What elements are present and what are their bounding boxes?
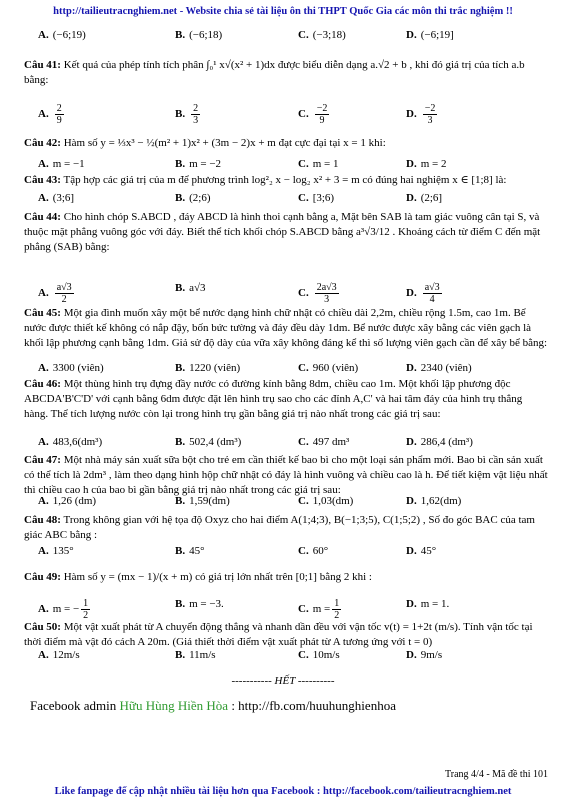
page-number: Trang 4/4 - Mã đề thi 101 — [445, 769, 548, 780]
question-44: Câu 44: Cho hình chóp S.ABCD , đáy ABCD là hình thoi cạnh bằng a, Mặt bên SAB là tam giác vuông cân tại S, và thuộc mặt phẳng vuông góc với đáy. Biết thể tích khối chóp S.ABCD bằng a³√3/12 . Khoảng cách từ điểm C đến mặt phẳng (SAB) bằng: — [24, 211, 541, 253]
header-link[interactable]: http://tailieutracnghiem.net - Website chia sẻ tài liệu ôn thi THPT Quốc Gia các môn thi trắc nghiệm !! — [53, 6, 513, 17]
q43-option-d[interactable]: D. (2;6] — [406, 192, 443, 204]
q50-option-b[interactable]: B. 11m/s — [175, 649, 216, 661]
question-45: Câu 45: Một gia đình muốn xây một bể nước dạng hình chữ nhật có chiều dài 2,2m, chiều rộng 1.5m, cao 1m. Bể nước được thiết kế không có nắp đậy, bốn bức tường và đáy đều dày 1dm. Bể nước được xây bằng các viên gạch là khối lập phương cạnh bằng 1dm. Giả sử độ dày của vữa xây không đáng kể thì số lượng viên gạch cần để xây bể bằng: — [24, 307, 548, 349]
q42-option-d[interactable]: D. m = 2 — [406, 158, 447, 170]
q42-answers — [38, 158, 548, 172]
q41-option-c[interactable]: C. $\frac{-2}{9}$ — [298, 103, 328, 126]
q44-answers — [38, 282, 548, 305]
question-48: Câu 48: Trong không gian với hệ tọa độ Oxyz cho hai điểm A(1;4;3), B(−1;3;5), C(1;5;2) , Số đo góc BAC của tam giác ABC bằng : — [24, 514, 535, 541]
q47-option-c[interactable]: C. 1,03(dm) — [298, 495, 354, 507]
question-46: Câu 46: Một thùng hình trụ đựng đầy nước có đường kính bằng 8dm, chiều cao 1m. Một khối lập phương độc ABCDA'B'C'D' với cạnh bằng 6dm được đặt lên hình trụ sao cho các đỉnh A,C' và hai tâm đáy của hình trụ thẳng hàng. Thể tích lượng nước còn lại trong hình trụ gần bằng giá trị nào nhất trong các giá trị sau: — [24, 378, 523, 420]
question-47: Câu 47: Một nhà máy sản xuất sữa bột cho trẻ em cần thiết kế bao bì cho một loại sản phẩm mới. Bao bì cần sản xuất có thể tích là 2dm³ , làm theo dạng hình hộp chữ nhật có đáy là hình vuông và chiều cao là h. Để tiết kiệm vật liệu nhất thì chiều cao h của bao bì gần bằng giá trị nào nhất trong các giá trị sau: — [24, 454, 548, 496]
admin-name: Hữu Hùng Hiền Hòa — [119, 698, 229, 713]
q46-option-d[interactable]: D. 286,4 (dm³) — [406, 436, 473, 448]
q50-option-d[interactable]: D. 9m/s — [406, 649, 443, 661]
q50-option-c[interactable]: C. 10m/s — [298, 649, 340, 661]
q44-option-d[interactable]: D. $\frac{a√3}{4}$ — [406, 282, 440, 305]
q45-option-b[interactable]: B. 1220 (viên) — [175, 362, 241, 374]
q42-option-b[interactable]: B. m = −2 — [175, 158, 222, 170]
q45-option-c[interactable]: C. 960 (viên) — [298, 362, 359, 374]
q48-option-a[interactable]: A. 135° — [38, 545, 74, 557]
admin-facebook-link[interactable]: : http://fb.com/huuhunghienhoa — [231, 698, 396, 713]
q49-option-a[interactable]: A. m = − $\frac{1}{2}$ — [38, 598, 89, 621]
q46-option-c[interactable]: C. 497 dm³ — [298, 436, 350, 448]
question-42: Câu 42: Hàm số y = ⅓x³ − ½(m² + 1)x² + (3m − 2)x + m đạt cực đại tại x = 1 khi: — [24, 137, 386, 149]
q40-option-b[interactable]: B. (−6;18) — [175, 29, 223, 41]
q43-option-b[interactable]: B. (2;6) — [175, 192, 211, 204]
q41-option-a[interactable]: A. $\frac{2}{9}$ — [38, 103, 62, 126]
q44-option-c[interactable]: C. $\frac{2a√3}{3}$ — [298, 282, 337, 305]
facebook-admin-line — [30, 698, 396, 714]
q46-option-a[interactable]: A. 483,6(dm³) — [38, 436, 103, 448]
question-50: Câu 50: Một vật xuất phát từ A chuyển động thẳng và nhanh dần đều với vận tốc v(t) = 1+2t (m/s). Tính vận tốc tại thời điểm mà vật đó cách A 20m. (Giả thiết thời điểm vật xuất phát từ A tương ứng với t = 0) — [24, 621, 533, 648]
question-43: Câu 43: Tập hợp các giá trị của m để phương trình log²₂ x − log₂ x² + 3 = m có đúng hai nghiệm x ∈ [1;8] là: — [24, 174, 507, 186]
question-49: Câu 49: Hàm số y = (mx − 1)/(x + m) có giá trị lớn nhất trên [0;1] bằng 2 khi : — [24, 571, 372, 583]
q40-option-a[interactable]: A. (−6;19) — [38, 29, 86, 41]
q47-option-a[interactable]: A. 1,26 (dm) — [38, 495, 97, 507]
q45-answers — [38, 362, 548, 376]
q44-option-a[interactable]: A. $\frac{a√3}{2}$ — [38, 282, 72, 305]
q48-option-d[interactable]: D. 45° — [406, 545, 437, 557]
q42-option-c[interactable]: C. m = 1 — [298, 158, 339, 170]
q50-option-a[interactable]: A. 12m/s — [38, 649, 80, 661]
q49-answers — [38, 598, 548, 621]
q46-answers — [38, 436, 548, 450]
q47-answers — [38, 495, 548, 509]
q40-answers — [38, 29, 548, 43]
q50-answers — [38, 649, 548, 663]
q47-option-d[interactable]: D. 1,62(dm) — [406, 495, 462, 507]
q49-option-c[interactable]: C. m = $\frac{1}{2}$ — [298, 598, 340, 621]
q48-answers — [38, 545, 548, 559]
q44-option-b[interactable]: B. a√3 — [175, 282, 206, 294]
q41-option-d[interactable]: D. $\frac{-2}{3}$ — [406, 103, 436, 126]
q43-answers — [38, 192, 548, 206]
facebook-admin-label: Facebook admin — [30, 698, 117, 713]
q40-option-d[interactable]: D. (−6;19] — [406, 29, 454, 41]
q48-option-c[interactable]: C. 60° — [298, 545, 329, 557]
q47-option-b[interactable]: B. 1,59(dm) — [175, 495, 230, 507]
footer-fanpage-link[interactable]: Like fanpage để cập nhật nhiều tài liệu hơn qua Facebook : http://facebook.com/tailieutracnghiem.net — [54, 786, 512, 797]
q49-option-d[interactable]: D. m = 1. — [406, 598, 450, 610]
q41-option-b[interactable]: B. $\frac{2}{3}$ — [175, 103, 199, 126]
q45-option-a[interactable]: A. 3300 (viên) — [38, 362, 104, 374]
q43-option-a[interactable]: A. (3;6] — [38, 192, 75, 204]
q48-option-b[interactable]: B. 45° — [175, 545, 205, 557]
q41-answers — [38, 103, 548, 126]
q46-option-b[interactable]: B. 502,4 (dm³) — [175, 436, 242, 448]
q42-option-a[interactable]: A. m = −1 — [38, 158, 85, 170]
q49-option-b[interactable]: B. m = −3. — [175, 598, 224, 610]
end-marker: ----------- HẾT ---------- — [231, 675, 335, 687]
question-41: Câu 41: Kết quả của phép tính tích phân ∫₀¹ x√(x² + 1)dx được biểu diễn dạng a.√2 + b , khi đó giá trị của tích a.b bằng: — [24, 59, 525, 86]
q40-option-c[interactable]: C. (−3;18) — [298, 29, 346, 41]
q45-option-d[interactable]: D. 2340 (viên) — [406, 362, 472, 374]
q43-option-c[interactable]: C. [3;6) — [298, 192, 335, 204]
